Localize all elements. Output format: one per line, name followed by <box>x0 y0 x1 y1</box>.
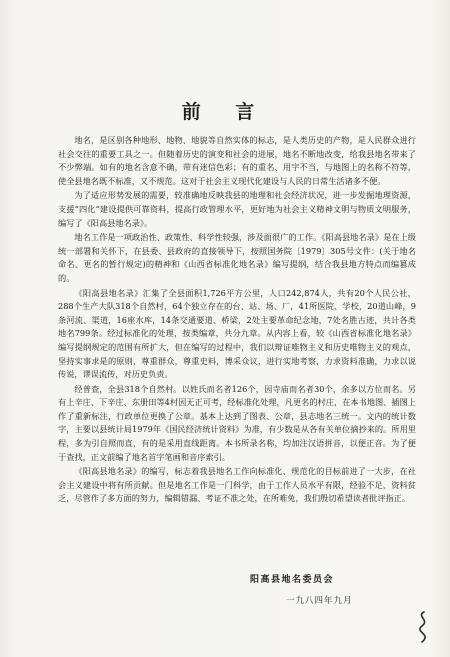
paragraph: 为了适应形势发展的需要，较准确地反映我县的地理和社会经济状况，进一步发掘地理资源，支援“四化”建设提供可靠资料，提高行政管理水平，更好地为社会主义精神文明与物质文明服务，编写了《阳高县地名录》。 <box>58 190 416 228</box>
page-title: 前 言 <box>181 101 269 123</box>
preface-body <box>58 134 416 507</box>
paragraph: 《阳高县地名录》汇集了全县面积1,726平方公里，人口242,874人，共有20个人民公社，288个生产大队318个自然村，64个独立存在的台、站、场、厂，41所医院、学校，20道山峰，9条河流、渠道，16座水库，14条交通要道、桥梁，2处主要革命纪念地，7处名胜古迹，共计各类地名799条。经过标准化的处理，按类编章，共分九章。从内容上看，较《山西省标准化地名录》编写提纲规定的范围有所扩大，但在编写的过程中，我们以辩证唯物主义和历史唯物主义的观点，坚持实事求是的原则，尊重群众，尊重史料，博采众议，进行实地考察，力求资料准确，力求以说传说，谬误流传，对历史负责。 <box>58 287 416 380</box>
paragraph: 经普查，全县318个自然村。以姓氏而名者126个，因寺庙而名者30个，余多以方位而名。另有上辛庄、下辛庄、东册田等4村因无正可考，经标准化处理，凡更名的村庄，在本书地图、插图上作了重新标注，行政单位更换了公章。基本上达到了图表、公章，县志地名三统一。文内的统计数字，主要以县统计局1979年《国民经济统计资料》为准，有少数是从各有关单位摘抄来的。所用里程，多为引自照而直，有的是采用直线距离。本书所录名称，均加注汉语拼音，以便正音。为了便于查找，正文前编了地名首字笔画和音序索引。 <box>58 383 416 462</box>
handwritten-mark-icon <box>396 608 436 648</box>
signature: 阳高县地名委员会 <box>250 575 335 585</box>
paragraph: 地名工作是一项政治性、政策性、科学性较强，涉及面很广的工作。《阳高县地名录》是在上级统一部署和关怀下，在县委、县政府的直接领导下，按照国务院〔1979〕305号文件：(关于地名命名、更名的暂行规定)的精神和《山西省标准化地名录》编写提纲，结合我县地方特点而编篡成的。 <box>58 232 416 283</box>
paragraph: 地名，是区别各种地形、地物、地貌等自然实体的标志，是人类历史的产物，是人民群众进行社会交往的重要工具之一。但随着历史的演变和社会的进展，地名不断地改变，给我县地名带来了不少弊端。如有的地名含意不确，带有迷信色彩；有的重名、用字不当，与地图上的名称不符等，使全县地名既不标准，又不规范。这对于社会主义现代化建设与人民的日常生活诸多不便。 <box>58 135 416 186</box>
paragraph: 《阳高县地名录》的编写，标志着我县地名工作向标准化、规范化的目标前进了一大步，在社会主义建设中将有所贡献。但是地名工作是一门科学，由于工作人员水平有限，经验不足，资料贫乏，尽管作了多方面的努力，编辑错漏、考证不准之处，在所难免，我们殷切希望读者批评指正。 <box>58 466 416 504</box>
date: 一九八四年九月 <box>286 596 353 606</box>
